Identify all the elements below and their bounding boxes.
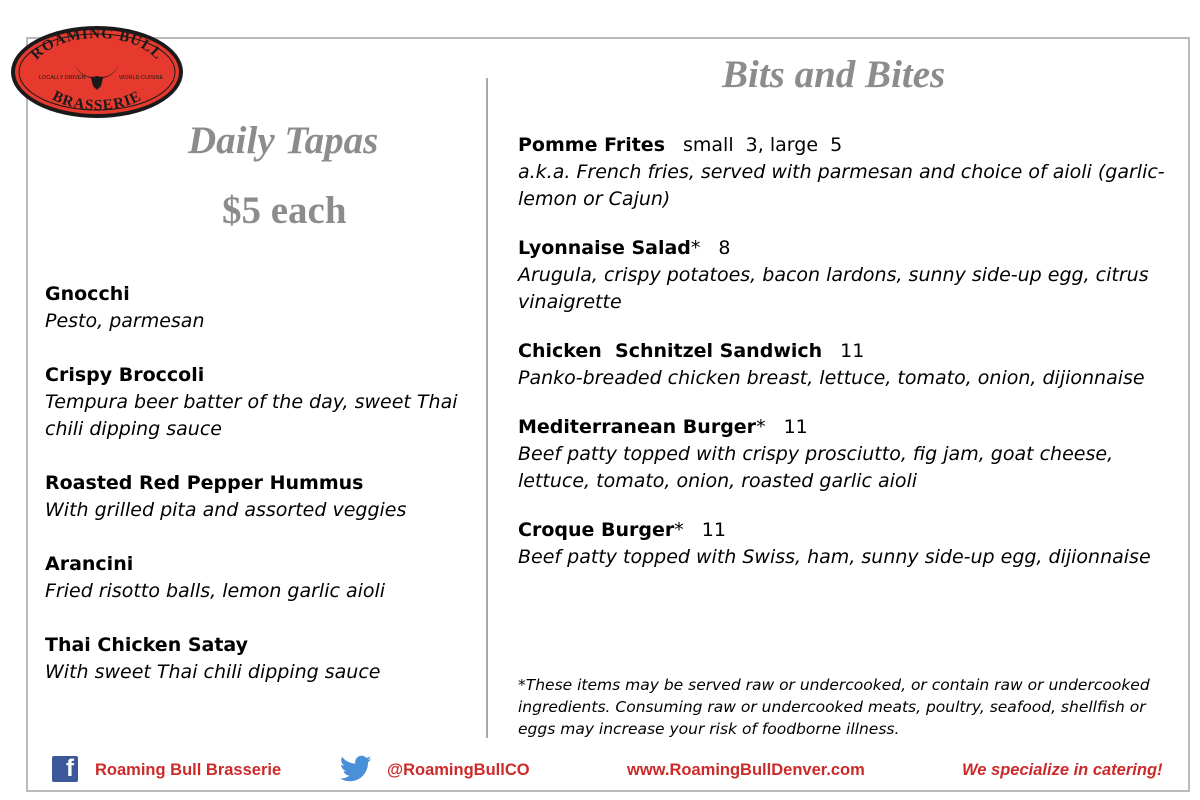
twitter-link[interactable]: @RoamingBullCO <box>387 761 530 779</box>
tapas-price: $5 each <box>222 189 347 232</box>
list-item <box>518 132 1168 213</box>
item-desc: With grilled pita and assorted veggies <box>45 499 407 521</box>
logo-left-tag: LOCALLY DRIVEN <box>39 75 86 81</box>
facebook-icon[interactable]: f <box>52 756 78 782</box>
item-name: Chicken Schnitzel Sandwich <box>518 340 823 362</box>
column-divider <box>486 78 488 738</box>
list-item <box>45 281 475 335</box>
item-name: Crispy Broccoli <box>45 364 205 386</box>
item-name: Mediterranean Burger <box>518 416 757 438</box>
item-name: Arancini <box>45 553 134 575</box>
list-item <box>518 517 1168 571</box>
item-suffix: * <box>690 237 701 259</box>
item-suffix: * <box>674 519 684 541</box>
item-name: Thai Chicken Satay <box>45 634 249 656</box>
item-desc: Arugula, crispy potatoes, bacon lardons, sunny side-up egg, citrus vinaigrette <box>518 264 1149 313</box>
item-price: 8 <box>718 237 731 259</box>
item-desc: Beef patty topped with Swiss, ham, sunny side-up egg, dijionnaise <box>518 546 1151 568</box>
facebook-link[interactable]: Roaming Bull Brasserie <box>95 761 282 779</box>
item-price: 11 <box>840 340 865 362</box>
list-item <box>45 362 475 443</box>
list-item <box>45 632 475 686</box>
list-item <box>518 414 1168 495</box>
logo-right-tag: WORLD CUISINE <box>119 75 164 81</box>
footer <box>0 752 1200 792</box>
roaming-bull-logo <box>9 24 185 120</box>
list-item <box>45 470 475 524</box>
item-name: Lyonnaise Salad <box>518 237 691 259</box>
item-desc: Tempura beer batter of the day, sweet Thai chili dipping sauce <box>45 391 458 440</box>
item-desc: Pesto, parmesan <box>45 310 205 332</box>
item-name: Roasted Red Pepper Hummus <box>45 472 364 494</box>
raw-food-disclaimer: *These items may be served raw or undercooked, or contain raw or undercooked ingredients. Consuming raw or undercooked meats, poultry, seafood, shellfish or eggs may increase your risk of foodborne illness. <box>518 676 1150 738</box>
bites-list <box>518 132 1168 593</box>
bits-and-bites-title: Bits and Bites <box>722 53 946 96</box>
item-name: Croque Burger <box>518 519 675 541</box>
item-name: Gnocchi <box>45 283 130 305</box>
item-desc: Panko-breaded chicken breast, lettuce, tomato, onion, dijionnaise <box>518 367 1145 389</box>
item-desc: Fried risotto balls, lemon garlic aioli <box>45 580 386 602</box>
tapas-list <box>45 281 475 713</box>
item-suffix: * <box>756 416 766 438</box>
item-desc: Beef patty topped with crispy prosciutto, fig jam, goat cheese, lettuce, tomato, onion, roasted garlic aioli <box>518 443 1114 492</box>
logo-bottom-text: BRASSERIE <box>49 88 145 114</box>
logo-top-text: ROAMING BULL <box>28 25 166 64</box>
item-price: 11 <box>701 519 726 541</box>
item-name: Pomme Frites <box>518 134 665 156</box>
item-desc: a.k.a. French fries, served with parmesan and choice of aioli (garlic-lemon or Cajun) <box>518 161 1165 210</box>
list-item <box>518 235 1168 316</box>
catering-tagline: We specialize in catering! <box>962 761 1163 779</box>
item-price: small 3, large 5 <box>683 134 843 156</box>
twitter-icon[interactable] <box>340 755 372 783</box>
list-item <box>518 338 1168 392</box>
daily-tapas-title: Daily Tapas <box>188 119 379 162</box>
item-price: 11 <box>783 416 808 438</box>
website-link[interactable]: www.RoamingBullDenver.com <box>627 761 865 779</box>
item-desc: With sweet Thai chili dipping sauce <box>45 661 381 683</box>
list-item <box>45 551 475 605</box>
